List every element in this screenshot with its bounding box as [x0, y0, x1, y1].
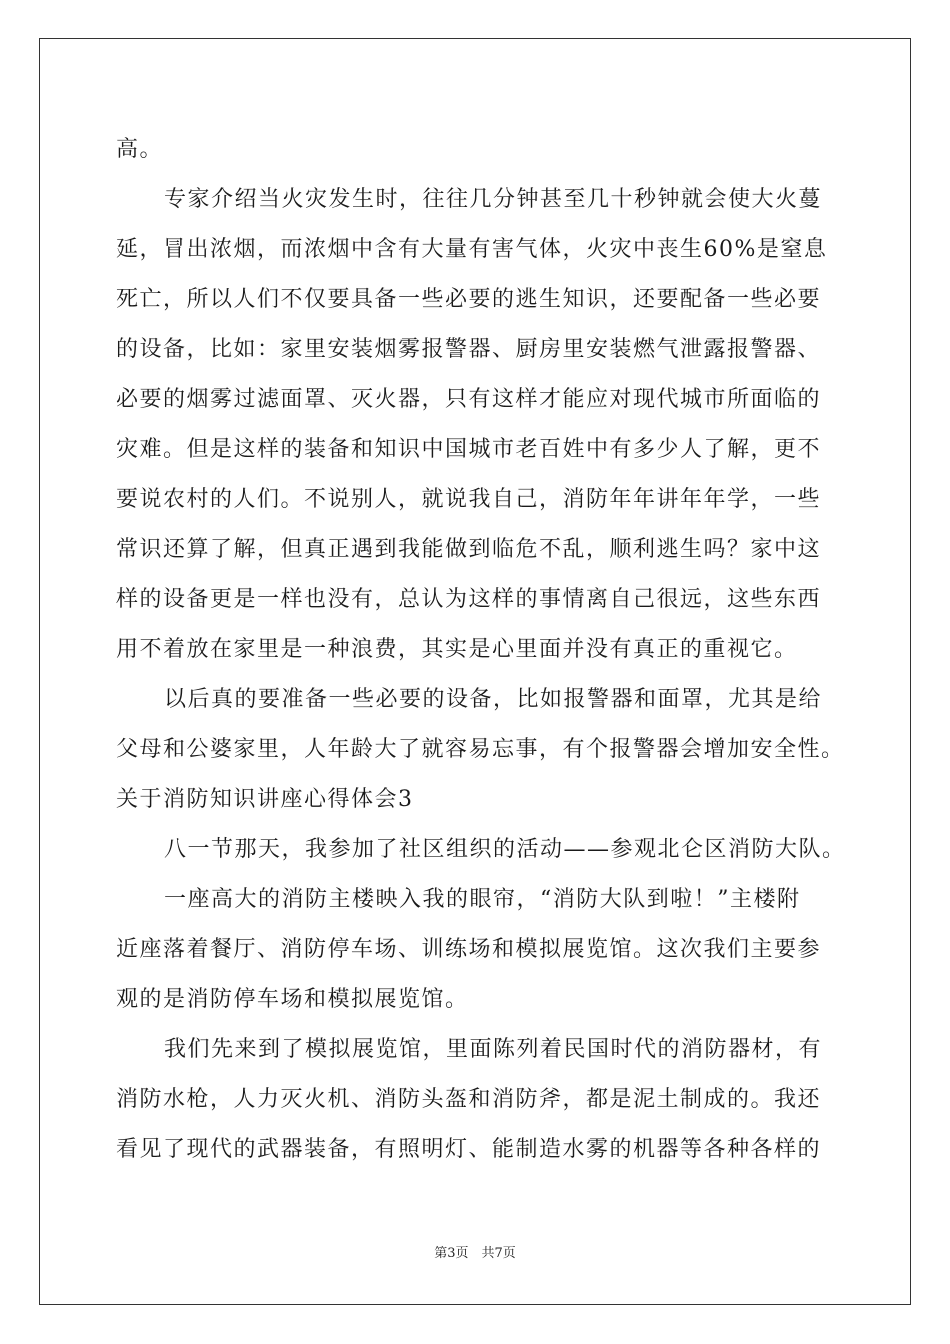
- text-line: 消防水枪，人力灭火机、消防头盔和消防斧，都是泥土制成的。我还: [116, 1087, 822, 1112]
- text-line: 近座落着餐厅、消防停车场、训练场和模拟展览馆。这次我们主要参: [116, 937, 822, 962]
- text-line: 专家介绍当火灾发生时，往往几分钟甚至几十秒钟就会使大火蔓: [164, 187, 823, 212]
- text-line: 以后真的要准备一些必要的设备，比如报警器和面罩，尤其是给: [164, 687, 823, 712]
- text-line: 灾难。但是这样的装备和知识中国城市老百姓中有多少人了解，更不: [116, 437, 822, 462]
- text-line: 我们先来到了模拟展览馆，里面陈列着民国时代的消防器材，有: [164, 1037, 823, 1062]
- text-line: 八一节那天，我参加了社区组织的活动——参观北仑区消防大队。: [164, 837, 846, 862]
- text-line: 死亡，所以人们不仅要具备一些必要的逃生知识，还要配备一些必要: [116, 287, 822, 312]
- page-number: 第3页 共7页: [434, 1246, 516, 1261]
- section-heading: 关于消防知识讲座心得体会3: [116, 787, 414, 812]
- text-line: 的设备，比如：家里安装烟雾报警器、厨房里安装燃气泄露报警器、: [116, 337, 822, 362]
- text-line: 要说农村的人们。不说别人，就说我自己，消防年年讲年年学，一些: [116, 487, 822, 512]
- text-line: 高。: [116, 137, 164, 162]
- text-line: 常识还算了解，但真正遇到我能做到临危不乱，顺利逃生吗？家中这: [116, 537, 822, 562]
- text-line: 父母和公婆家里，人年龄大了就容易忘事，有个报警器会增加安全性。: [116, 737, 845, 762]
- text-line: 看见了现代的武器装备，有照明灯、能制造水雾的机器等各种各样的: [116, 1137, 822, 1162]
- text-line: 样的设备更是一样也没有，总认为这样的事情离自己很远，这些东西: [116, 587, 822, 612]
- text-line: 观的是消防停车场和模拟展览馆。: [116, 987, 469, 1012]
- text-line: 必要的烟雾过滤面罩、灭火器，只有这样才能应对现代城市所面临的: [116, 387, 822, 412]
- text-line: 延，冒出浓烟，而浓烟中含有大量有害气体，火灾中丧生60%是窒息: [116, 237, 828, 262]
- text-line: 一座高大的消防主楼映入我的眼帘，“消防大队到啦！”主楼附: [164, 887, 801, 912]
- text-line: 用不着放在家里是一种浪费，其实是心里面并没有真正的重视它。: [116, 637, 798, 662]
